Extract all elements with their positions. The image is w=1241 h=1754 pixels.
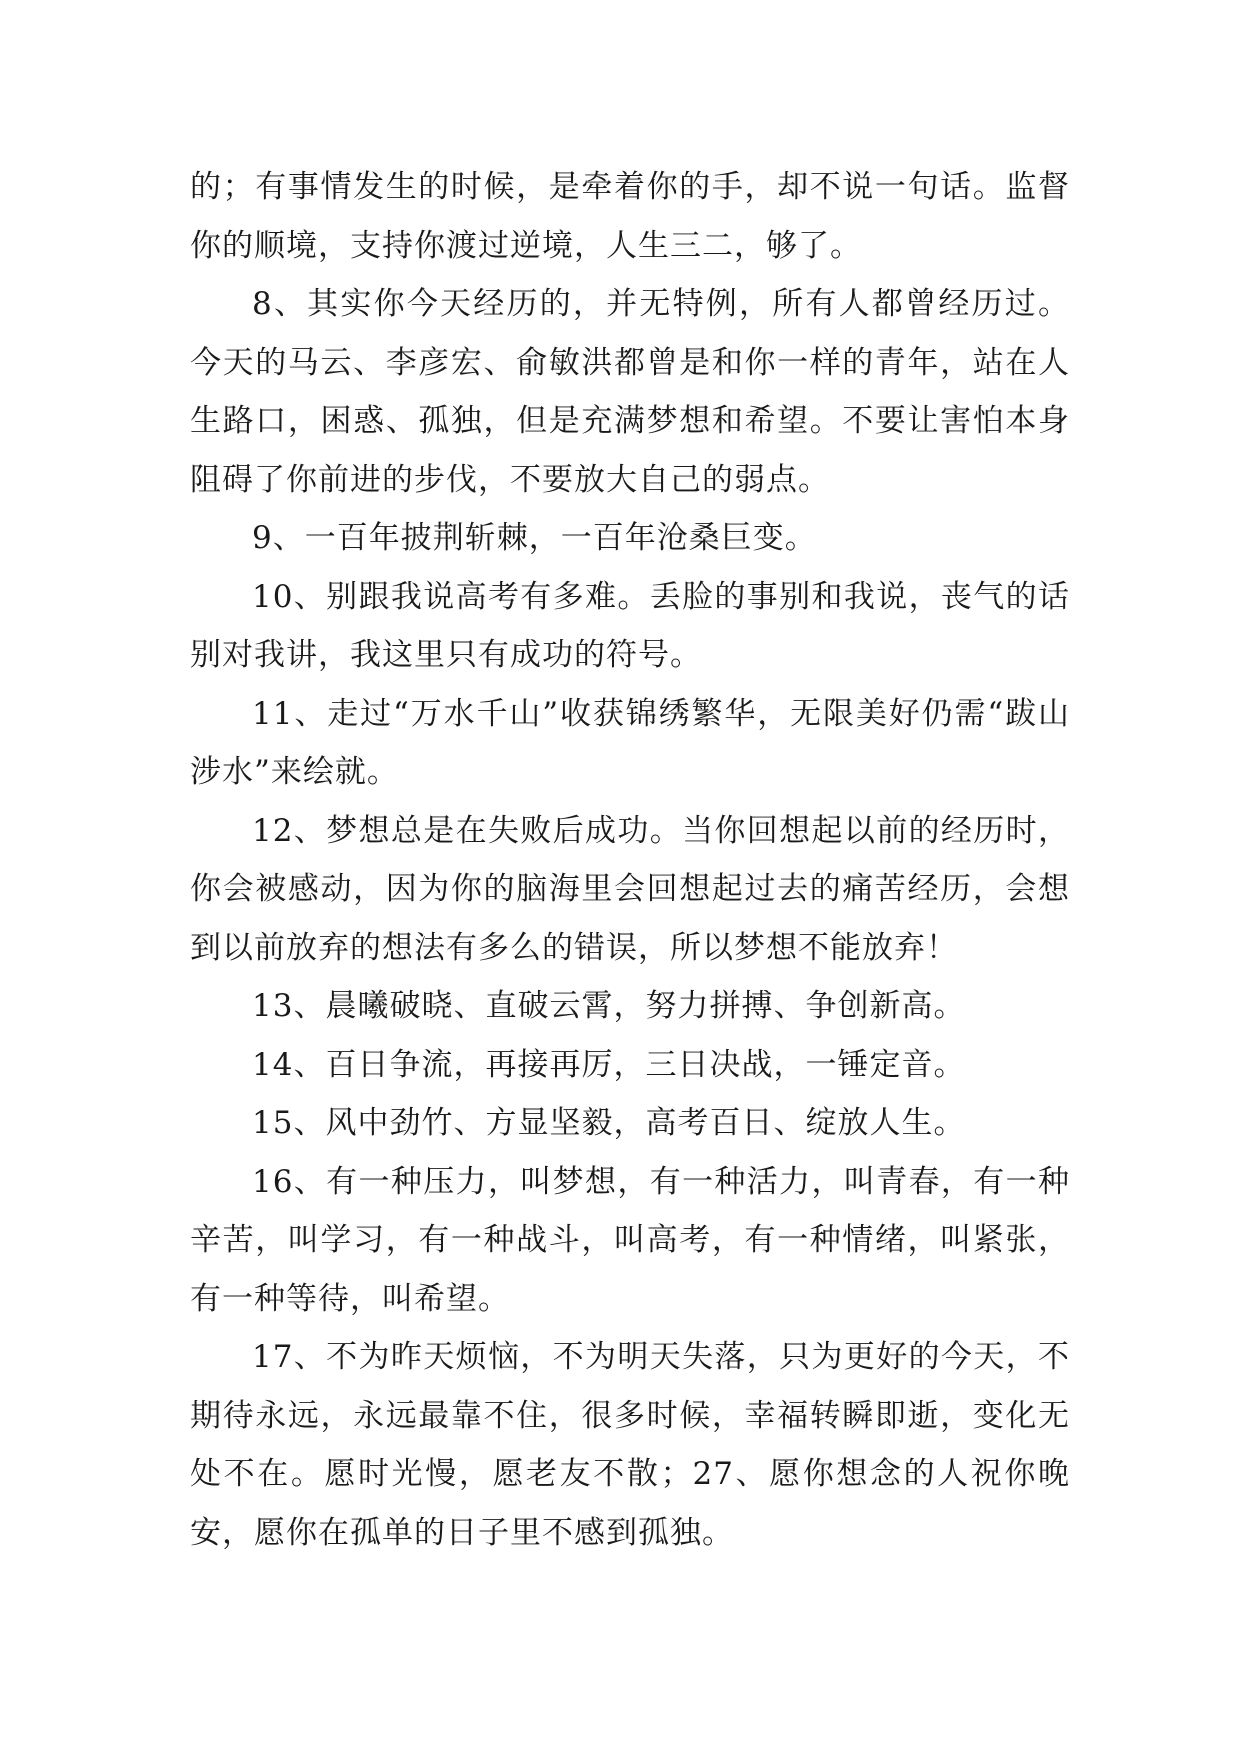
document-body bbox=[190, 158, 1070, 1562]
paragraph-item-17: 17、不为昨天烦恼，不为明天失落，只为更好的今天，不期待永远，永远最靠不住，很多时候，幸福转瞬即逝，变化无处不在。愿时光慢，愿老友不散；27、愿你想念的人祝你晚安，愿你在孤单的日子里不感到孤独。 bbox=[190, 1339, 1070, 1551]
paragraph-item-12: 12、梦想总是在失败后成功。当你回想起以前的经历时，你会被感动，因为你的脑海里会回想起过去的痛苦经历，会想到以前放弃的想法有多么的错误，所以梦想不能放弃！ bbox=[190, 812, 1070, 966]
paragraph-item-16: 16、有一种压力，叫梦想，有一种活力，叫青春，有一种辛苦，叫学习，有一种战斗，叫高考，有一种情绪，叫紧张，有一种等待，叫希望。 bbox=[190, 1163, 1070, 1317]
paragraph-continuation: 的；有事情发生的时候，是牵着你的手，却不说一句话。监督你的顺境，支持你渡过逆境，人生三二，够了。 bbox=[190, 169, 1070, 264]
paragraph-item-15: 15、风中劲竹、方显坚毅，高考百日、绽放人生。 bbox=[252, 1105, 966, 1141]
paragraph-item-13: 13、晨曦破晓、直破云霄，努力拼搏、争创新高。 bbox=[252, 988, 966, 1024]
paragraph-item-14: 14、百日争流，再接再厉，三日决战，一锤定音。 bbox=[252, 1046, 966, 1083]
paragraph-item-8: 8、其实你今天经历的，并无特例，所有人都曾经历过。今天的马云、李彦宏、俞敏洪都曾是和你一样的青年，站在人生路口，困惑、孤独，但是充满梦想和希望。不要让害怕本身阻碍了你前进的步伐，不要放大自己的弱点。 bbox=[190, 286, 1070, 498]
paragraph-item-10: 10、别跟我说高考有多难。丢脸的事别和我说，丧气的话别对我讲，我这里只有成功的符号。 bbox=[190, 578, 1070, 673]
paragraph-item-9: 9、一百年披荆斩棘，一百年沧桑巨变。 bbox=[252, 520, 817, 556]
paragraph-item-11: 11、走过“万水千山”收获锦绣繁华，无限美好仍需“跋山涉水”来绘就。 bbox=[190, 695, 1070, 790]
